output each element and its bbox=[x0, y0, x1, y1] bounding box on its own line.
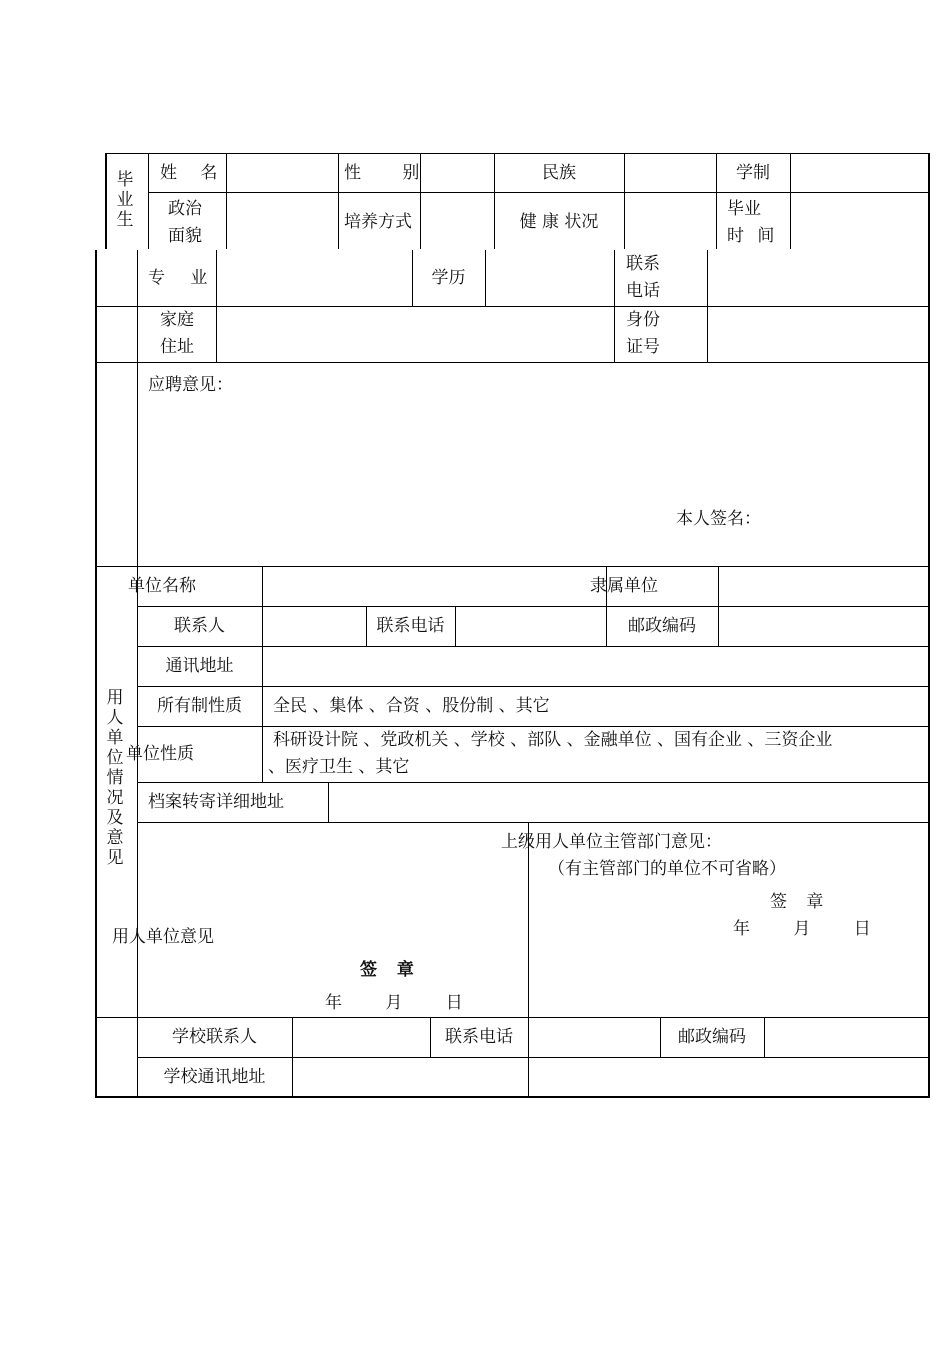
rule bbox=[137, 1057, 930, 1058]
name-label: 姓 名 bbox=[160, 163, 218, 183]
home-address-label: 家庭 bbox=[160, 310, 194, 330]
unit-type-options[interactable]: 科研设计院 、党政机关 、学校 、部队 、金融单位 、国有企业 、三资企业 bbox=[273, 730, 833, 750]
rule bbox=[137, 606, 930, 607]
rule bbox=[718, 566, 719, 646]
graduate-section-label: 毕业生 bbox=[116, 170, 134, 230]
phone-label: 电话 bbox=[626, 281, 660, 301]
ownership-label: 所有制性质 bbox=[157, 696, 242, 716]
rule bbox=[928, 153, 930, 1098]
training-mode-label: 培养方式 bbox=[344, 212, 412, 232]
school-contact-label: 学校联系人 bbox=[172, 1027, 257, 1047]
rule bbox=[95, 362, 930, 363]
rule bbox=[790, 153, 791, 249]
id-number-label: 身份 bbox=[626, 310, 660, 330]
superior-seal: 签 章 bbox=[770, 892, 824, 912]
rule bbox=[105, 153, 930, 154]
rule bbox=[148, 153, 149, 249]
signature-label: 本人签名： bbox=[676, 509, 761, 529]
rule bbox=[485, 250, 486, 306]
rule bbox=[455, 606, 456, 646]
gender-label: 性 别 bbox=[344, 163, 420, 183]
rule bbox=[528, 822, 529, 1097]
health-label: 健 康 状况 bbox=[519, 212, 599, 232]
rule bbox=[226, 153, 227, 249]
rule bbox=[624, 153, 625, 249]
rule bbox=[137, 646, 930, 647]
school-postal-label: 邮政编码 bbox=[678, 1027, 746, 1047]
schooling-years-label: 学制 bbox=[736, 163, 770, 183]
rule bbox=[137, 782, 930, 783]
rule bbox=[292, 1017, 293, 1097]
application-opinion-label: 应聘意见： bbox=[148, 375, 233, 395]
rule bbox=[764, 1017, 765, 1057]
school-address-label: 学校通讯地址 bbox=[163, 1067, 266, 1087]
rule bbox=[137, 686, 930, 687]
application-opinion-field[interactable] bbox=[140, 400, 926, 500]
mailing-address-label: 通讯地址 bbox=[165, 656, 234, 676]
superior-note: （有主管部门的单位不可省略） bbox=[548, 859, 786, 879]
superior-opinion-label: 上级用人单位主管部门意见： bbox=[501, 832, 722, 852]
home-address-label: 住址 bbox=[160, 337, 194, 357]
rule bbox=[137, 822, 930, 823]
ownership-options[interactable]: 全民 、集体 、合资 、股份制 、其它 bbox=[273, 696, 550, 716]
major-label: 专 业 bbox=[148, 268, 208, 288]
employer-name-label: 单位名称 bbox=[128, 576, 196, 596]
unit-type-label: 单位性质 bbox=[126, 744, 194, 764]
rule bbox=[137, 250, 138, 566]
rule bbox=[148, 192, 930, 193]
rule bbox=[95, 306, 930, 307]
rule bbox=[95, 1017, 930, 1018]
rule bbox=[105, 153, 107, 249]
employer-seal: 签 章 bbox=[360, 960, 414, 980]
rule bbox=[95, 566, 930, 567]
id-number-label: 证号 bbox=[626, 337, 660, 357]
archive-address-label: 档案转寄详细地址 bbox=[148, 792, 284, 812]
contact-person-label: 联系人 bbox=[174, 616, 225, 636]
employer-opinion-label: 用人单位意见 bbox=[112, 927, 214, 947]
contact-phone-label: 联系电话 bbox=[376, 616, 445, 636]
superior-date: 年 月 日 bbox=[733, 919, 871, 939]
phone-label: 联系 bbox=[626, 254, 660, 274]
employer-date: 年 月 日 bbox=[325, 993, 463, 1013]
graduation-time-label: 时 间 bbox=[727, 226, 775, 246]
rule bbox=[262, 566, 263, 646]
postal-code-label: 邮政编码 bbox=[628, 616, 696, 636]
unit-type-options[interactable]: 、医疗卫生 、其它 bbox=[268, 757, 410, 777]
rule bbox=[338, 153, 339, 249]
rule bbox=[328, 782, 329, 822]
education-label: 学历 bbox=[431, 268, 466, 288]
rule bbox=[95, 250, 97, 1098]
school-phone-label: 联系电话 bbox=[445, 1027, 513, 1047]
rule bbox=[95, 1096, 930, 1098]
rule bbox=[262, 646, 263, 782]
ethnicity-label: 民族 bbox=[542, 163, 576, 183]
graduation-time-label: 毕业 bbox=[727, 199, 761, 219]
affiliation-label: 隶属单位 bbox=[590, 576, 658, 596]
rule bbox=[420, 153, 421, 249]
employer-section-label: 用人单位情况及意见 bbox=[106, 688, 124, 868]
political-label: 政治面貌 bbox=[168, 199, 202, 246]
